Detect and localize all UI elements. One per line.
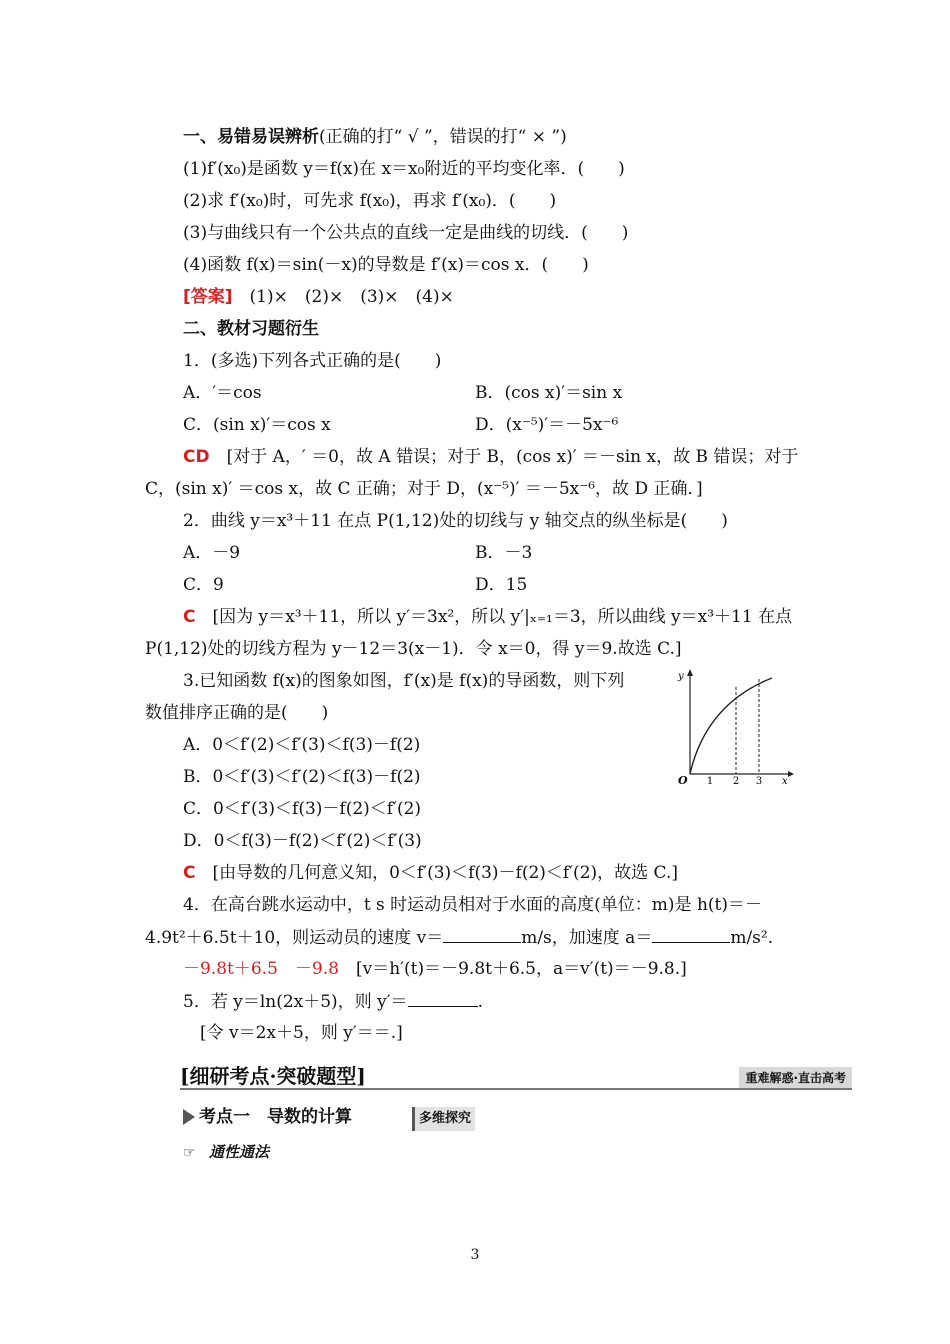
q2-explanation-line1 [183,606,792,628]
q3-option-c: C．0＜f′(3)＜f(3)－f(2)＜f′(2) [183,799,422,819]
q1-option-b: B．(cos x)′＝sin x [475,383,623,403]
s1-item-2: (2)求 f′(x₀)时，可先求 f(x₀)，再求 f′(x₀)．( ) [183,191,557,211]
kaodian-title: 考点一 导数的计算 [199,1107,352,1127]
q4-explanation: [v＝h′(t)＝－9.8t＋6.5，a＝v′(t)＝－9.8.] [355,959,687,979]
q5-stem [183,990,483,1013]
tick-label-3: 3 [755,776,763,784]
section1-note: (正确的打“ √ ”，错误的打“ × ”) [319,127,567,147]
q5-blank [408,990,478,1007]
q2-option-c: C．9 [183,575,224,595]
x-axis-arrow [788,771,794,777]
y-axis-arrow [687,669,693,676]
q1-explanation-1: [对于 A，′ ＝0，故 A 错误；对于 B，(cos x)′ ＝－sin x，故 B 错误；对于 [226,447,799,467]
pointing-hand-icon: ☞ [183,1145,196,1161]
s1-answer-line [183,286,454,308]
q4-stem-1: 4．在高台跳水运动中，t s 时运动员相对于水面的高度(单位：m)是 h(t)＝－ [183,895,763,915]
q1-answer: CD [183,447,210,467]
q4-stem-2 [145,926,773,949]
page-number: 3 [470,1247,480,1263]
q3-explanation: [由导数的几何意义知，0＜f′(3)＜f(3)－f(2)＜f′(2)，故选 C.] [212,863,678,883]
section1-heading [183,126,567,148]
multi-explore-tag: 多维探究 [412,1107,475,1131]
acceleration-blank [652,926,730,943]
q3-option-b: B．0＜f′(3)＜f′(2)＜f(3)－f(2) [183,767,421,787]
banner-title: [细研考点·突破题型] [180,1064,366,1088]
q3-function-graph [670,666,800,784]
q2-option-a: A．－9 [183,543,241,563]
q1-option-d: D．(x⁻⁵)′＝－5x⁻⁶ [475,415,619,435]
section1-title: 一、易错易误辨析 [183,127,319,147]
q3-explanation-line [183,862,678,884]
s1-answer: (1)× (2)× (3)× (4)× [249,287,454,307]
velocity-blank [443,926,521,943]
origin-label: O [678,774,688,784]
q4-stem-2b: m/s，加速度 a＝ [521,928,653,948]
q1-stem: 1．(多选)下列各式正确的是( ) [183,351,442,371]
q1-option-a: A．′＝cos [183,383,262,403]
play-triangle-icon [183,1109,195,1125]
tick-label-2: 2 [732,776,740,784]
function-curve [690,678,772,774]
q3-option-a: A．0＜f′(2)＜f′(3)＜f(3)－f(2) [183,735,421,755]
q2-explanation-1: [因为 y＝x³＋11，所以 y′＝3x²，所以 y′|ₓ₌₁＝3，所以曲线 y＝x³＋11 在点 [212,607,793,627]
section2-title: 二、教材习题衍生 [183,319,319,339]
q4-stem-2a: 4.9t²＋6.5t＋10，则运动员的速度 v＝ [145,928,444,948]
x-axis-label: x [782,776,788,784]
banner-rule [180,1088,852,1090]
q5-stem-a: 5．若 y＝ln(2x＋5)，则 y′＝ [183,992,408,1012]
q2-stem: 2．曲线 y＝x³＋11 在点 P(1,12)处的切线与 y 轴交点的纵坐标是( ) [183,511,728,531]
q4-stem-2c: m/s². [730,928,774,948]
q4-answer: －9.8t＋6.5 －9.8 [183,959,339,979]
answer-label: [答案] [183,287,233,307]
q2-option-b: B．－3 [475,543,533,563]
q1-explanation-line1 [183,446,798,468]
q5-explanation: [令 v＝2x＋5，则 y′＝＝.] [200,1023,403,1043]
s1-item-3: (3)与曲线只有一个公共点的直线一定是曲线的切线．( ) [183,223,629,243]
tick-label-1: 1 [706,776,714,784]
q1-option-c: C．(sin x)′＝cos x [183,415,331,435]
kaodian-heading [183,1106,475,1131]
banner-tag: 重难解惑·直击高考 [739,1067,852,1088]
method-title: 通性通法 [209,1143,270,1161]
q3-answer: C [183,863,196,883]
q2-answer: C [183,607,196,627]
s1-item-1: (1)f′(x₀)是函数 y＝f(x)在 x＝x₀附近的平均变化率．( ) [183,159,625,179]
q3-stem-2: 数值排序正确的是( ) [145,703,329,723]
q1-explanation-2: C，(sin x)′ ＝cos x，故 C 正确；对于 D，(x⁻⁵)′ ＝－5x⁻⁶，故 D 正确．] [145,479,703,499]
section-banner [180,1060,852,1090]
q5-stem-b: . [477,992,483,1012]
method-heading [183,1141,269,1164]
q2-explanation-2: P(1,12)处的切线方程为 y－12＝3(x－1)．令 x＝0，得 y＝9.故选 C.] [145,639,682,659]
q3-stem-1: 3.已知函数 f(x)的图象如图，f′(x)是 f(x)的导函数，则下列 [183,671,625,691]
q4-explanation-line [183,958,687,980]
s1-item-4: (4)函数 f(x)＝sin(－x)的导数是 f′(x)＝cos x．( ) [183,255,589,275]
y-axis-label: y [678,671,684,682]
q3-option-d: D．0＜f(3)－f(2)＜f′(2)＜f′(3) [183,831,422,851]
q2-option-d: D．15 [475,575,528,595]
